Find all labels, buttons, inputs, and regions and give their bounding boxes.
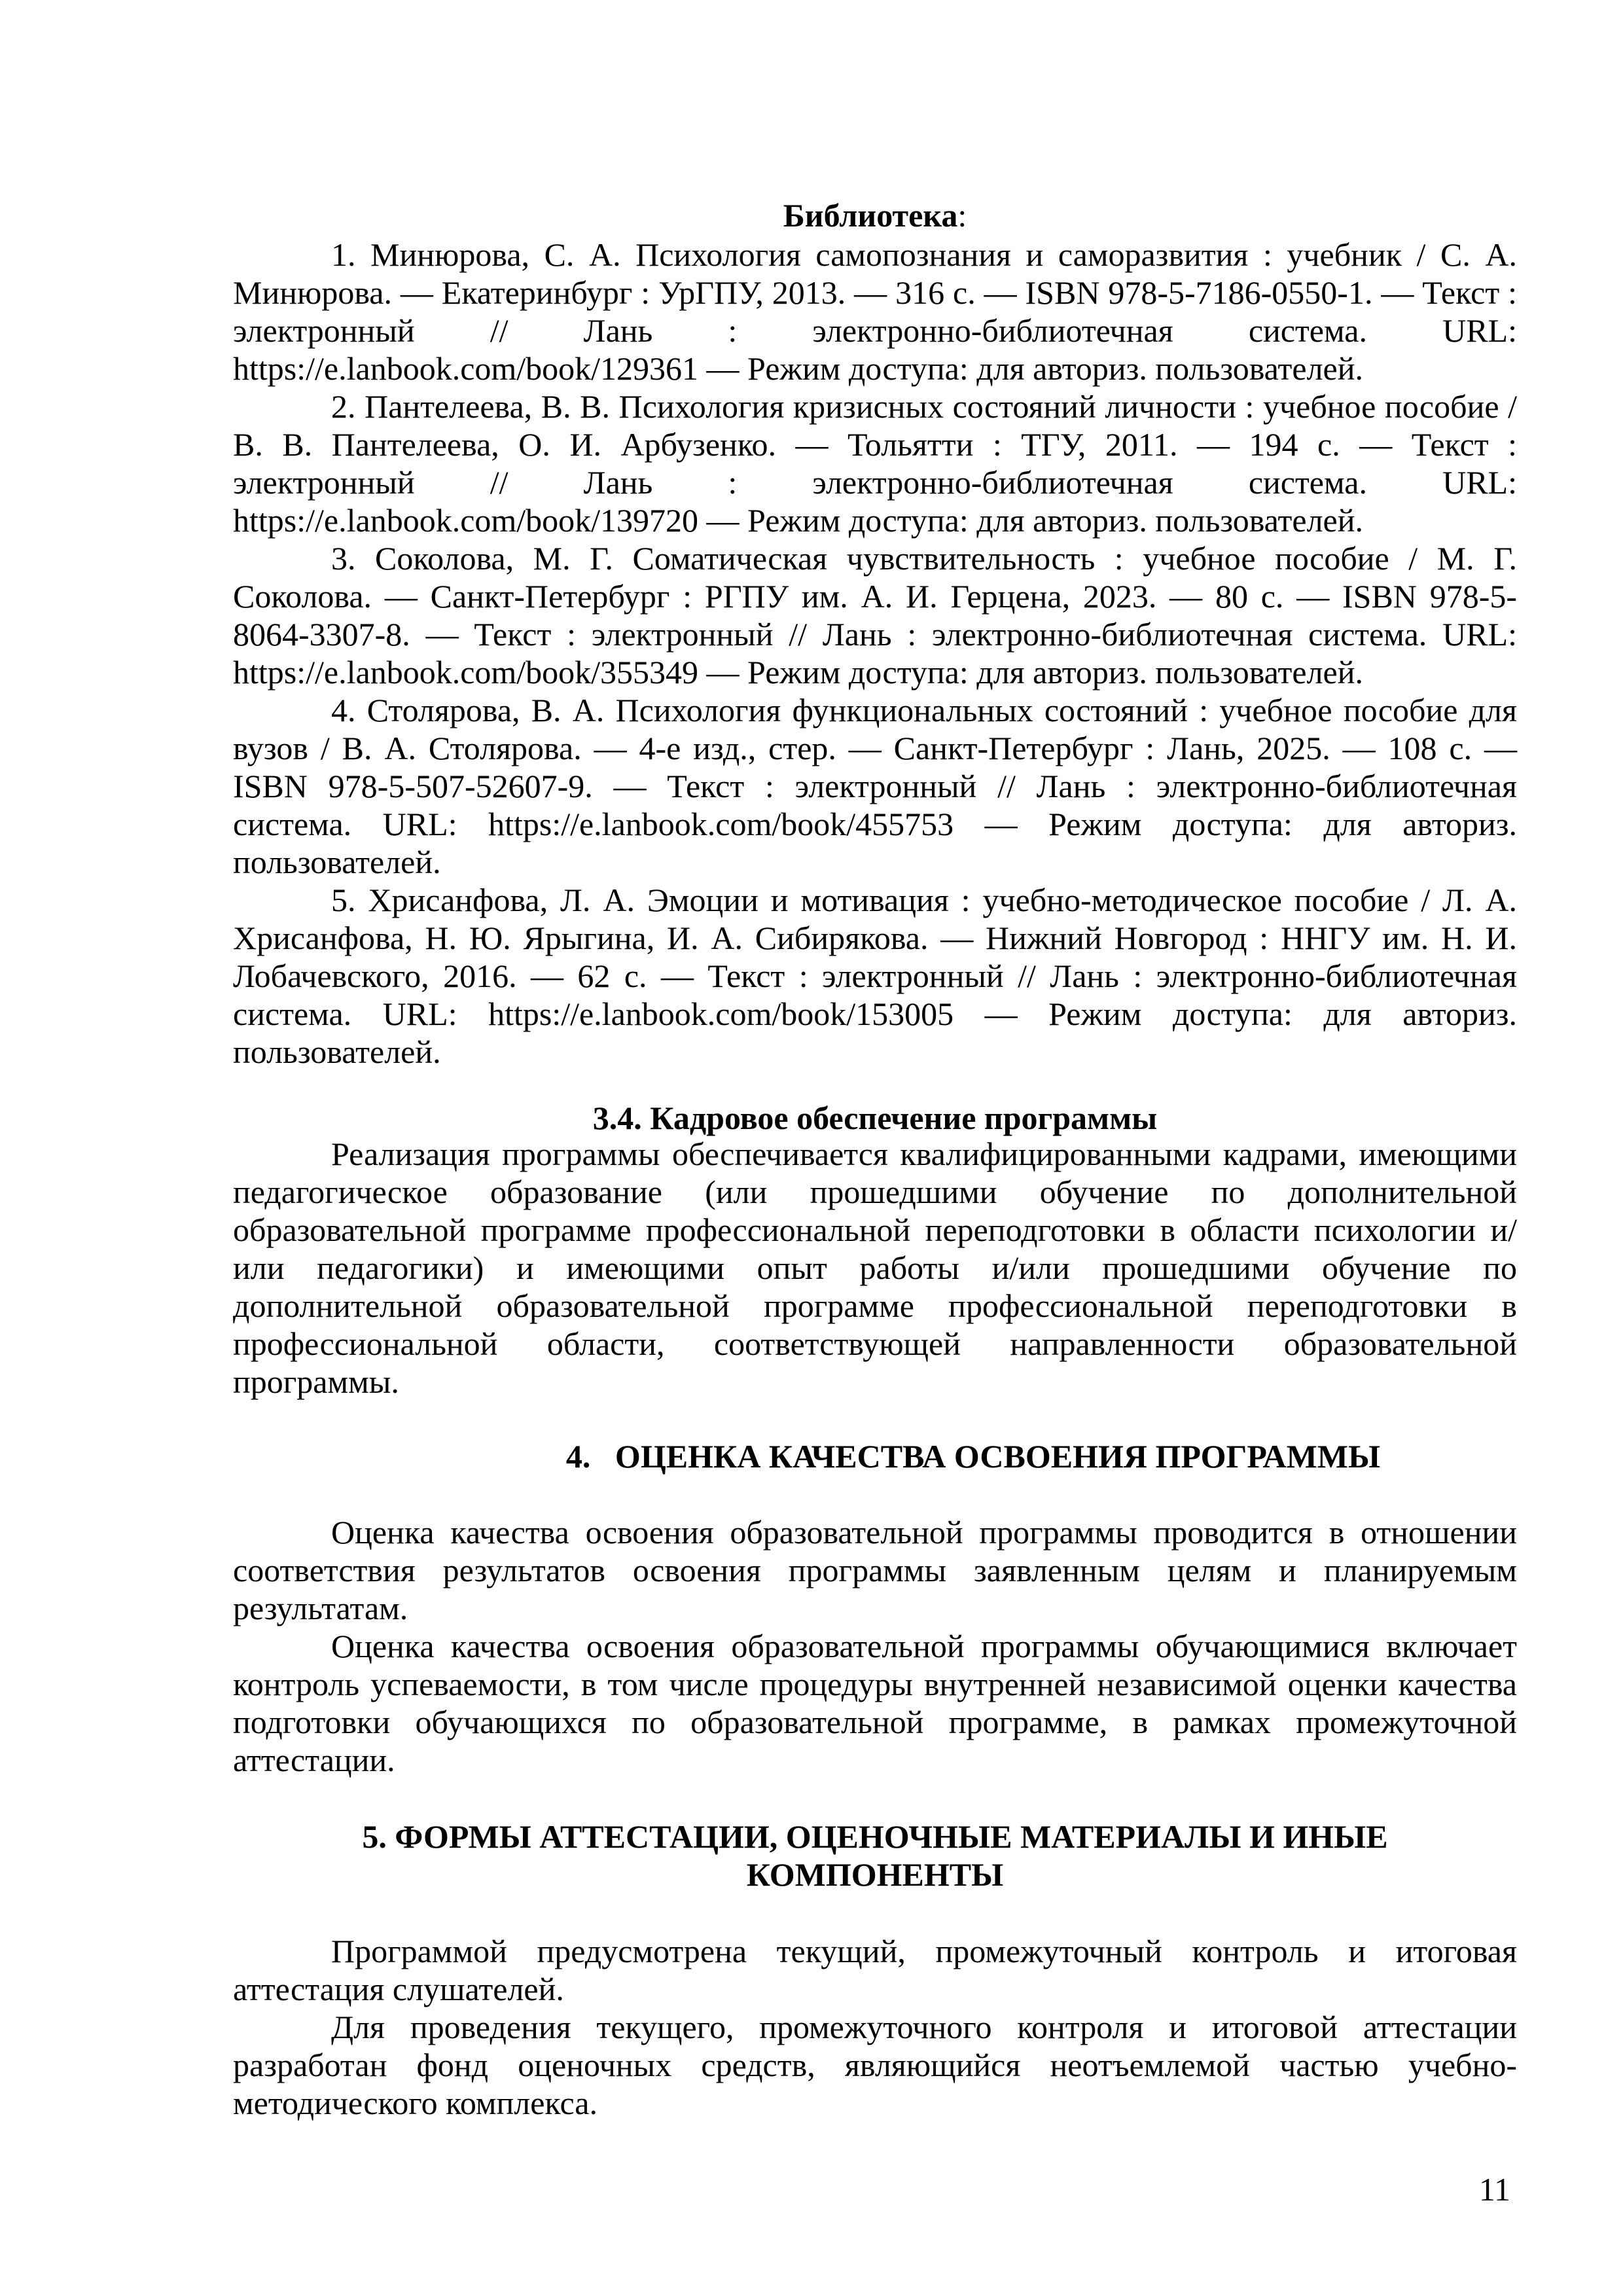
section-5-body [233, 1932, 1517, 2122]
section-4-heading: 4. ОЦЕНКА КАЧЕСТВА ОСВОЕНИЯ ПРОГРАММЫ [565, 1438, 1381, 1475]
paragraph: Программой предусмотрена текущий, промежуточный контроль и итоговая аттестация слушателей. [233, 1933, 1517, 2007]
paragraph: Для проведения текущего, промежуточного контроля и итоговой аттестации разработан фонд оценочных средств, являющийся неотъемлемой частью учебно-методического комплекса. [233, 2009, 1517, 2121]
paragraph: Оценка качества освоения образовательной программы обучающимися включает контроль успеваемости, в том числе процедуры внутренней независимой оценки качества подготовки обучающихся по образовательной программе, в рамках промежуточной аттестации. [233, 1628, 1517, 1778]
page-number: 11 [1478, 2171, 1510, 2208]
section-5-heading [233, 1818, 1517, 1893]
paragraph: Реализация программы обеспечивается квалифицированными кадрами, имеющими педагогическое образование (или прошедшими обучение по дополнительной образовательной программе профессиональной переподготовки в области психологии и/или педагогики) и имеющими опыт работы и/или прошедшими обучение по дополнительной образовательной программе профессиональной переподготовки в профессиональной области, соответствующей направленности образовательной программы. [233, 1136, 1517, 1400]
paragraph: Оценка качества освоения образовательной программы проводится в отношении соответствия результатов освоения программы заявленным целям и планируемым результатам. [233, 1514, 1517, 1626]
library-title: Библиотека [783, 197, 958, 234]
bibliography-item: 1. Минюрова, С. А. Психология самопознания и саморазвития : учебник / С. А. Минюрова. — Екатеринбург : УрГПУ, 2013. — 316 с. — ISBN 978-5-7186-0550-1. — Текст : электронный // Лань : электронно-библиотечная система. URL: https://e.lanbook.com/book/129361 — Режим доступа: для авториз. пользователей. [233, 236, 1517, 387]
section-3-4-heading: 3.4. Кадровое обеспечение программы [592, 1100, 1158, 1136]
library-heading [233, 196, 1517, 234]
bibliography-item: 2. Пантелеева, В. В. Психология кризисных состояний личности : учебное пособие / В. В. Пантелеева, О. И. Арбузенко. — Тольятти : ТГУ, 2011. — 194 с. — Текст : электронный // Лань : электронно-библиотечная система. URL: https://e.lanbook.com/book/139720 — Режим доступа: для авториз. пользователей. [233, 388, 1517, 539]
section-5-heading-line: КОМПОНЕНТЫ [746, 1856, 1004, 1893]
bibliography-item: 3. Соколова, М. Г. Соматическая чувствительность : учебное пособие / М. Г. Соколова. — Санкт-Петербург : РГПУ им. А. И. Герцена, 2023. — 80 с. — ISBN 978-5-8064-3307-8. — Текст : электронный // Лань : электронно-библиотечная система. URL: https://e.lanbook.com/book/355349 — Режим доступа: для авториз. пользователей. [233, 540, 1517, 691]
library-title-colon: : [957, 197, 967, 234]
section-3-4-body [233, 1135, 1517, 1401]
bibliography-item: 5. Хрисанфова, Л. А. Эмоции и мотивация : учебно-методическое пособие / Л. А. Хрисанфова, Н. Ю. Ярыгина, И. А. Сибирякова. — Нижний Новгород : ННГУ им. Н. И. Лобачевского, 2016. — 62 с. — Текст : электронный // Лань : электронно-библиотечная система. URL: https://e.lanbook.com/book/153005 — Режим доступа: для авториз. пользователей. [233, 882, 1517, 1070]
bibliography-item: 4. Столярова, В. А. Психология функциональных состояний : учебное пособие для вузов / В. А. Столярова. — 4-е изд., стер. — Санкт-Петербург : Лань, 2025. — 108 с. — ISBN 978-5-507-52607-9. — Текст : электронный // Лань : электронно-библиотечная система. URL: https://e.lanbook.com/book/455753 — Режим доступа: для авториз. пользователей. [233, 692, 1517, 880]
section-5-heading-line: 5. ФОРМЫ АТТЕСТАЦИИ, ОЦЕНОЧНЫЕ МАТЕРИАЛЫ И ИНЫЕ [362, 1818, 1388, 1855]
bibliography-list [233, 236, 1517, 1071]
section-4-body [233, 1513, 1517, 1779]
